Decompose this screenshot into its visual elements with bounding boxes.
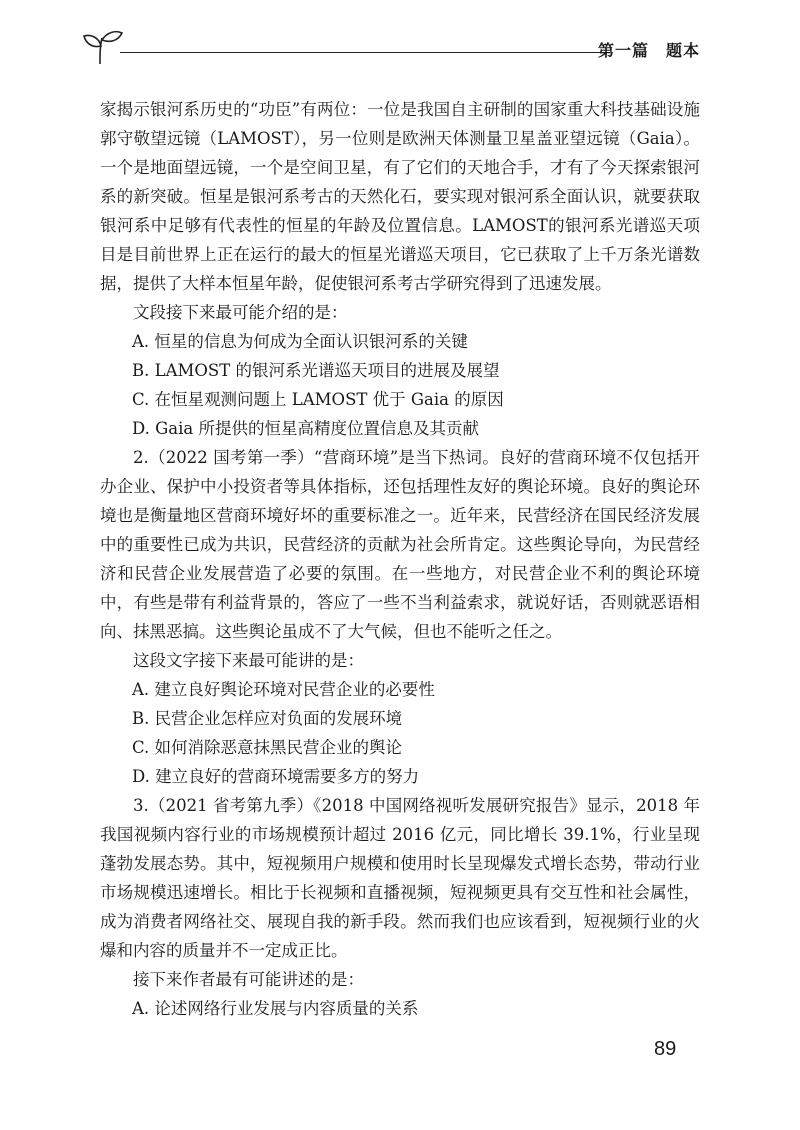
q2-option-d: D. 建立良好的营商环境需要多方的努力 bbox=[132, 767, 420, 786]
q2-option-b: B. 民营企业怎样应对负面的发展环境 bbox=[132, 709, 403, 728]
q3-passage: 3.（2021 省考第九季）《2018 中国网络视听发展研究报告》显示，2018 年我国视频内容行业的市场规模预计超过 2016 亿元，同比增长 39.1%，行业呈现蓬勃发展态势。其中，短视频用户规模和使用时长呈现爆发式增长态势，带动行业市场规模迅速增长。相比于长视频和直播视频，短视频更具有交互性和社会属性，成为消费者网络社交、展现自我的新手段。然而我们也应该看到，短视频行业的火爆和内容的质量并不一定成正比。 bbox=[100, 796, 700, 960]
q1-option-d: D. Gaia 所提供的恒星高精度位置信息及其贡献 bbox=[132, 419, 480, 438]
section-title: 第一篇 题本 bbox=[597, 41, 700, 60]
page-number: 89 bbox=[654, 1038, 677, 1060]
q2-question: 这段文字接下来最可能讲的是： bbox=[133, 651, 364, 670]
q1-passage: 家揭示银河系历史的“功臣”有两位：一位是我国自主研制的国家重大科技基础设施郭守敬望远镜（LAMOST），另一位则是欧洲天体测量卫星盖亚望远镜（Gaia）。一个是地面望远镜，一个是空间卫星，有了它们的天地合手，才有了今天探索银河系的新突破。恒星是银河系考古的天然化石，要实现对银河系全面认识，就要获取银河系中足够有代表性的恒星的年龄及位置信息。LAMOST的银河系光谱巡天项目是目前世界上正在运行的最大的恒星光谱巡天项目，它已获取了上千万条光谱数据，提供了大样本恒星年龄，促使银河系考古学研究得到了迅速发展。 bbox=[100, 100, 700, 293]
header-rule bbox=[120, 52, 610, 53]
q1-option-b: B. LAMOST 的银河系光谱巡天项目的进展及展望 bbox=[132, 361, 500, 380]
page-content bbox=[100, 95, 700, 1023]
sprout-icon bbox=[80, 28, 126, 66]
q2-option-a: A. 建立良好舆论环境对民营企业的必要性 bbox=[132, 680, 435, 699]
q1-question: 文段接下来最可能介绍的是： bbox=[133, 303, 348, 322]
q2-passage: 2.（2022 国考第一季）“营商环境”是当下热词。良好的营商环境不仅包括开办企业、保护中小投资者等具体指标，还包括理性友好的舆论环境。良好的舆论环境也是衡量地区营商环境好坏的重要标准之一。近年来，民营经济在国民经济发展中的重要性已成为共识，民营经济的贡献为社会所肯定。这些舆论导向，为民营经济和民营企业发展营造了必要的氛围。在一些地方，对民营企业不利的舆论环境中，有些是带有利益背景的，答应了一些不当利益索求，就说好话，否则就恶语相向、抹黑恶搞。这些舆论虽成不了大气候，但也不能听之任之。 bbox=[100, 448, 700, 641]
q3-option-a: A. 论述网络行业发展与内容质量的关系 bbox=[132, 999, 419, 1018]
q1-option-a: A. 恒星的信息为何成为全面认识银河系的关键 bbox=[132, 332, 468, 351]
q3-question: 接下来作者最有可能讲述的是： bbox=[133, 970, 364, 989]
q2-option-c: C. 如何消除恶意抹黑民营企业的舆论 bbox=[132, 738, 403, 757]
q1-option-c: C. 在恒星观测问题上 LAMOST 优于 Gaia 的原因 bbox=[132, 390, 504, 409]
page-header bbox=[80, 28, 700, 68]
